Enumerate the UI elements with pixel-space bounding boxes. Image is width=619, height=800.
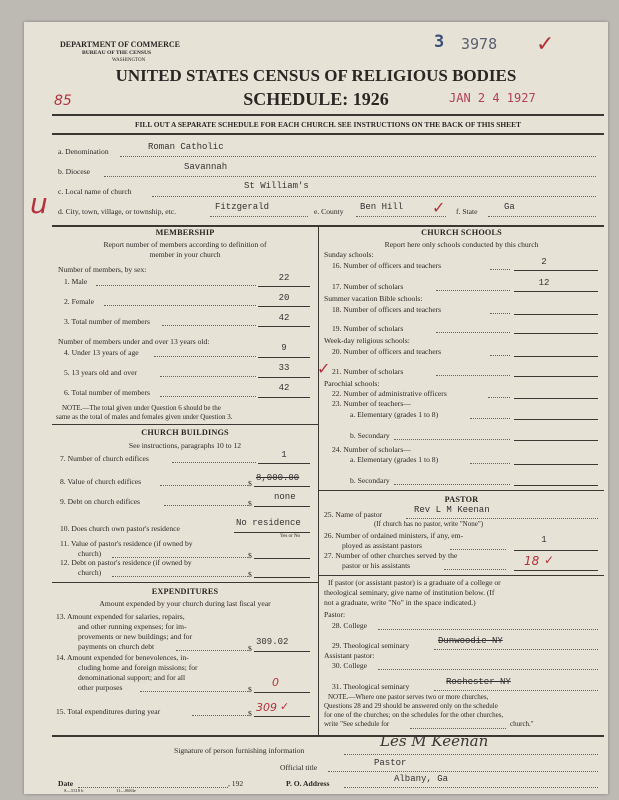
q30-label: 30. College [332,661,368,670]
signature-value[interactable]: Les M Keenan [380,732,489,750]
q26-answer-line [514,550,598,551]
serial-number: 3978 [461,35,498,53]
q22-label: 22. Number of administrative officers [332,389,447,398]
q9-dollar: $ [248,499,252,508]
po-address-label: P. O. Address [286,779,330,788]
q16-label: 16. Number of officers and teachers [332,261,442,270]
graduate-note-3: not a graduate, write "No" in the space indicated.) [324,598,476,607]
city-town-line [210,216,308,217]
q9-label: 9. Debt on church edifices [60,497,140,506]
q25-line [406,518,598,519]
q21-leader [436,375,510,376]
weekday-schools-label: Week-day religious schools: [324,336,410,345]
q22-leader [488,397,510,398]
q14-line-4: other purposes [78,683,123,692]
check-mark-county: ✓ [432,198,446,217]
q26-label-2: ployed as assistant pastors [342,541,422,550]
q24b-leader [394,484,510,485]
schools-intro: Report here only schools conducted by this church [384,240,539,249]
q1-value[interactable]: 22 [278,273,290,283]
county-value[interactable]: Ben Hill [360,202,404,212]
q8-label: 8. Value of church edifices [60,477,142,486]
received-date-stamp: JAN 2 4 1927 [449,91,536,105]
date-year-suffix: , 192 [228,779,244,788]
q9-answer-line [254,506,310,507]
q22-answer-line[interactable] [514,398,598,399]
q12-label-2: church) [78,568,102,577]
q25-value[interactable]: Rev L M Keenan [414,505,490,515]
q4-value[interactable]: 9 [281,343,287,353]
q20-answer-line[interactable] [514,356,598,357]
date-label: Date [58,779,74,788]
q24b-label: b. Secondary [350,476,390,485]
membership-intro-2: member in your church [149,250,221,259]
expenditures-rule [52,582,318,583]
section-rule-top [52,225,604,227]
signature-line [344,754,598,755]
q25-hint: (If church has no pastor, write "None") [374,520,484,528]
buildings-title: CHURCH BUILDINGS [141,428,229,437]
q17-label: 17. Number of scholars [332,282,404,291]
red-mark-margin: u [30,187,48,220]
q13-line-1: 13. Amount expended for salaries, repairs, [56,612,185,621]
handwritten-number: 85 [54,93,72,109]
q24a-label: a. Elementary (grades 1 to 8) [350,455,439,464]
q26-value[interactable]: 1 [541,535,547,545]
q30-line[interactable] [378,669,598,670]
q23a-answer-line[interactable] [514,419,598,420]
pastor-note-2: Questions 28 and 29 should be answered only on the schedule [324,702,498,710]
q8-dollar: $ [248,479,252,488]
pastor-note-1: NOTE.—Where one pastor serves two or more churches, [328,693,489,701]
form-title: UNITED STATES CENSUS OF RELIGIOUS BODIES [115,66,517,85]
q9-leader [164,505,248,506]
membership-intro-1: Report number of members according to definition of [103,240,267,249]
q24a-leader [470,463,510,464]
q26-leader [450,549,506,550]
q10-hint: Yes or No [280,534,301,539]
date-line[interactable] [78,787,228,788]
q11-label-2: church) [78,549,102,558]
q6-answer-line [258,397,310,398]
q18-answer-line[interactable] [514,314,598,315]
q29-value[interactable]: Dunwoodie NY [438,636,503,646]
q2-label: 2. Female [64,297,94,306]
check-mark-q27: ✓ [544,553,555,567]
q23b-leader [394,439,510,440]
q31-line [434,690,598,691]
signature-label: Signature of person furnishing information [174,746,305,755]
header-rule-bottom [52,133,604,135]
q11-label-1: 11. Value of pastor's residence (if owned by [60,539,193,548]
q7-label: 7. Number of church edifices [60,454,149,463]
q20-leader [490,355,510,356]
q8-value[interactable]: 8,000.00 [256,473,300,483]
q2-answer-line [258,306,310,307]
state-line [488,216,596,217]
parochial-schools-label: Parochial schools: [324,379,380,388]
q19-leader [436,332,510,333]
q14-dollar: $ [248,685,252,694]
form-subtitle: SCHEDULE: 1926 [243,89,389,109]
q13-value[interactable]: 309.02 [256,637,289,647]
q15-leader [192,715,248,716]
q2-leader [104,305,256,306]
membership-note-2: same as the total of males and females given under Question 3. [56,413,233,421]
church-name-line [152,196,596,197]
q11-answer-line[interactable] [254,558,310,559]
q25-label: 25. Name of pastor [324,510,383,519]
expenditures-intro: Amount expended by your church during last fiscal year [99,599,271,608]
graduate-note-1: If pastor (or assistant pastor) is a graduate of a college or [328,578,501,587]
q13-line-2: and other running expenses; for im- [78,622,187,631]
q26-label-1: 26. Number of ordained ministers, if any, em- [324,531,464,540]
check-mark-q21: ✓ [317,359,331,378]
pastor-note-3: for one of the churches; on the schedules for the other churches, [324,711,504,719]
q2-value[interactable]: 20 [278,293,290,303]
state-value[interactable]: Ga [504,202,515,212]
q23a-leader [470,418,510,419]
q12-label-1: 12. Debt on pastor's residence (if owned by [60,558,192,567]
serial-mark: 3 [434,32,445,52]
bureau-label: BUREAU OF THE CENSUS [82,50,152,56]
q27-label-1: 27. Number of other churches served by the [324,551,458,560]
official-title-label: Official title [280,763,318,772]
q3-leader [162,325,256,326]
q4-leader [154,356,256,357]
official-title-value[interactable]: Pastor [374,758,407,768]
q17-value[interactable]: 12 [538,278,550,288]
q5-leader [160,376,256,377]
q29-line [434,649,598,650]
q5-label: 5. 13 years old and over [64,368,137,377]
pastor-note-blank [410,728,506,729]
q13-dollar: $ [248,644,252,653]
q15-answer-line [254,716,310,717]
graduate-note-2: theological seminary, give name of institution below. (If [324,588,495,597]
q24-label: 24. Number of scholars— [332,445,411,454]
q1-label: 1. Male [64,277,88,286]
sunday-schools-label: Sunday schools: [324,250,374,259]
q13-answer-line [254,651,310,652]
census-schedule-sheet [24,22,608,794]
q12-dollar: $ [248,570,252,579]
q6-label: 6. Total number of members [64,388,151,397]
q19-label: 19. Number of scholars [332,324,404,333]
q31-value[interactable]: Rochester NY [446,677,511,687]
instruction-banner: FILL OUT A SEPARATE SCHEDULE FOR EACH CHURCH. SEE INSTRUCTIONS ON THE BACK OF THIS SHEET [135,120,521,129]
check-mark-top: ✓ [536,32,555,57]
q19-answer-line[interactable] [514,333,598,334]
q21-label: 21. Number of scholars [332,367,404,376]
q4-answer-line [258,357,310,358]
city-label: WASHINGTON [112,58,146,63]
q24b-answer-line[interactable] [514,485,598,486]
q7-answer-line [258,463,310,464]
q4-label: 4. Under 13 years of age [64,348,139,357]
diocese-line [104,176,596,177]
po-address-line [344,787,598,788]
q27-label-2: pastor or his assistants [342,561,411,570]
q14-line-2: cluding home and foreign missions; for [78,663,198,672]
q17-answer-line [514,291,598,292]
q23b-answer-line[interactable] [514,440,598,441]
q1-answer-line [258,286,310,287]
denomination-label: a. Denomination [58,147,109,156]
assistant-subheading: Assistant pastor: [324,651,375,660]
q12-leader [112,576,248,577]
header-rule-top [52,114,604,116]
q28-label: 28. College [332,621,368,630]
members-by-age-label: Number of members under and over 13 years old: [58,337,210,346]
po-address-value[interactable]: Albany, Ga [394,774,449,784]
county-label: e. County [314,207,344,216]
q3-value[interactable]: 42 [278,313,290,323]
q10-value[interactable]: No residence [236,518,301,528]
q14-value[interactable]: 0 [272,676,279,689]
q24a-answer-line[interactable] [514,464,598,465]
q10-answer-line [234,532,310,533]
official-title-line [328,771,598,772]
q13-leader [176,650,248,651]
q15-dollar: $ [248,709,252,718]
column-divider [318,225,319,735]
church-name-label: c. Local name of church [58,187,132,196]
city-town-value[interactable]: Fitzgerald [215,202,270,212]
q31-label: 31. Theological seminary [332,682,410,691]
q8-leader [160,485,248,486]
q28-line[interactable] [378,629,598,630]
q14-line-3: denominational support; and for all [78,673,186,682]
q14-leader [140,691,248,692]
church-name-value[interactable]: St William's [244,181,309,191]
q9-value[interactable]: none [274,492,296,502]
buildings-intro: See instructions, paragraphs 10 to 12 [128,441,242,450]
form-number: S—5318 b [64,788,84,793]
q13-line-3: provements or new buildings; and for [78,632,193,641]
membership-note-1: NOTE.—The total given under Question 6 should be the [62,404,221,412]
q7-leader [172,462,256,463]
q13-line-4: payments on church debt [78,642,155,651]
pastor-title: PASTOR [444,495,479,504]
q3-answer-line [258,326,310,327]
pastor-note-4: write "See schedule for [324,720,390,728]
schools-title: CHURCH SCHOOLS [421,228,502,237]
q16-leader [490,269,510,270]
q16-value[interactable]: 2 [541,257,547,267]
q12-answer-line[interactable] [254,577,310,578]
q14-answer-line [254,692,310,693]
dept-label: DEPARTMENT OF COMMERCE [60,40,181,49]
q20-label: 20. Number of officers and teachers [332,347,442,356]
q10-label: 10. Does church own pastor's residence [60,524,180,533]
pastor-note-5: church." [510,720,534,728]
city-town-label: d. City, town, village, or township, etc. [58,207,177,216]
check-mark-q15: ✓ [280,700,290,713]
q18-leader [490,313,510,314]
q21-answer-line[interactable] [514,376,598,377]
q23a-label: a. Elementary (grades 1 to 8) [350,410,439,419]
q8-answer-line [254,486,310,487]
diocese-label: b. Diocese [58,167,91,176]
members-by-sex-label: Number of members, by sex: [58,265,147,274]
q7-value[interactable]: 1 [281,450,287,460]
graduate-rule [319,575,604,576]
q6-value[interactable]: 42 [278,383,290,393]
membership-title: MEMBERSHIP [155,228,215,237]
buildings-rule [52,424,318,425]
q6-leader [160,396,256,397]
section-rule-bottom [52,735,604,737]
q1-leader [96,285,256,286]
q15-value[interactable]: 309 [256,701,277,714]
q5-answer-line [258,377,310,378]
expenditures-title: EXPENDITURES [151,587,219,596]
q16-answer-line [514,270,598,271]
q27-leader [444,569,506,570]
diocese-value[interactable]: Savannah [184,162,228,172]
q23b-label: b. Secondary [350,431,390,440]
q5-value[interactable]: 33 [278,363,290,373]
denomination-line [120,156,596,157]
pastor-subheading: Pastor: [324,610,346,619]
q18-label: 18. Number of officers and teachers [332,305,442,314]
pastor-rule [319,490,604,491]
q3-label: 3. Total number of members [64,317,151,326]
q17-leader [436,290,510,291]
q11-dollar: $ [248,551,252,560]
q14-line-1: 14. Amount expended for benevolences, in- [56,653,189,662]
state-label: f. State [456,207,478,216]
q29-label: 29. Theological seminary [332,641,410,650]
print-code: 11—0684e [116,788,136,793]
denomination-value[interactable]: Roman Catholic [148,142,224,152]
q27-answer-line [514,570,598,571]
summer-schools-label: Summer vacation Bible schools: [324,294,423,303]
q27-value[interactable]: 18 [524,554,540,568]
q23-label: 23. Number of teachers— [332,399,411,408]
q15-label: 15. Total expenditures during year [56,707,161,716]
